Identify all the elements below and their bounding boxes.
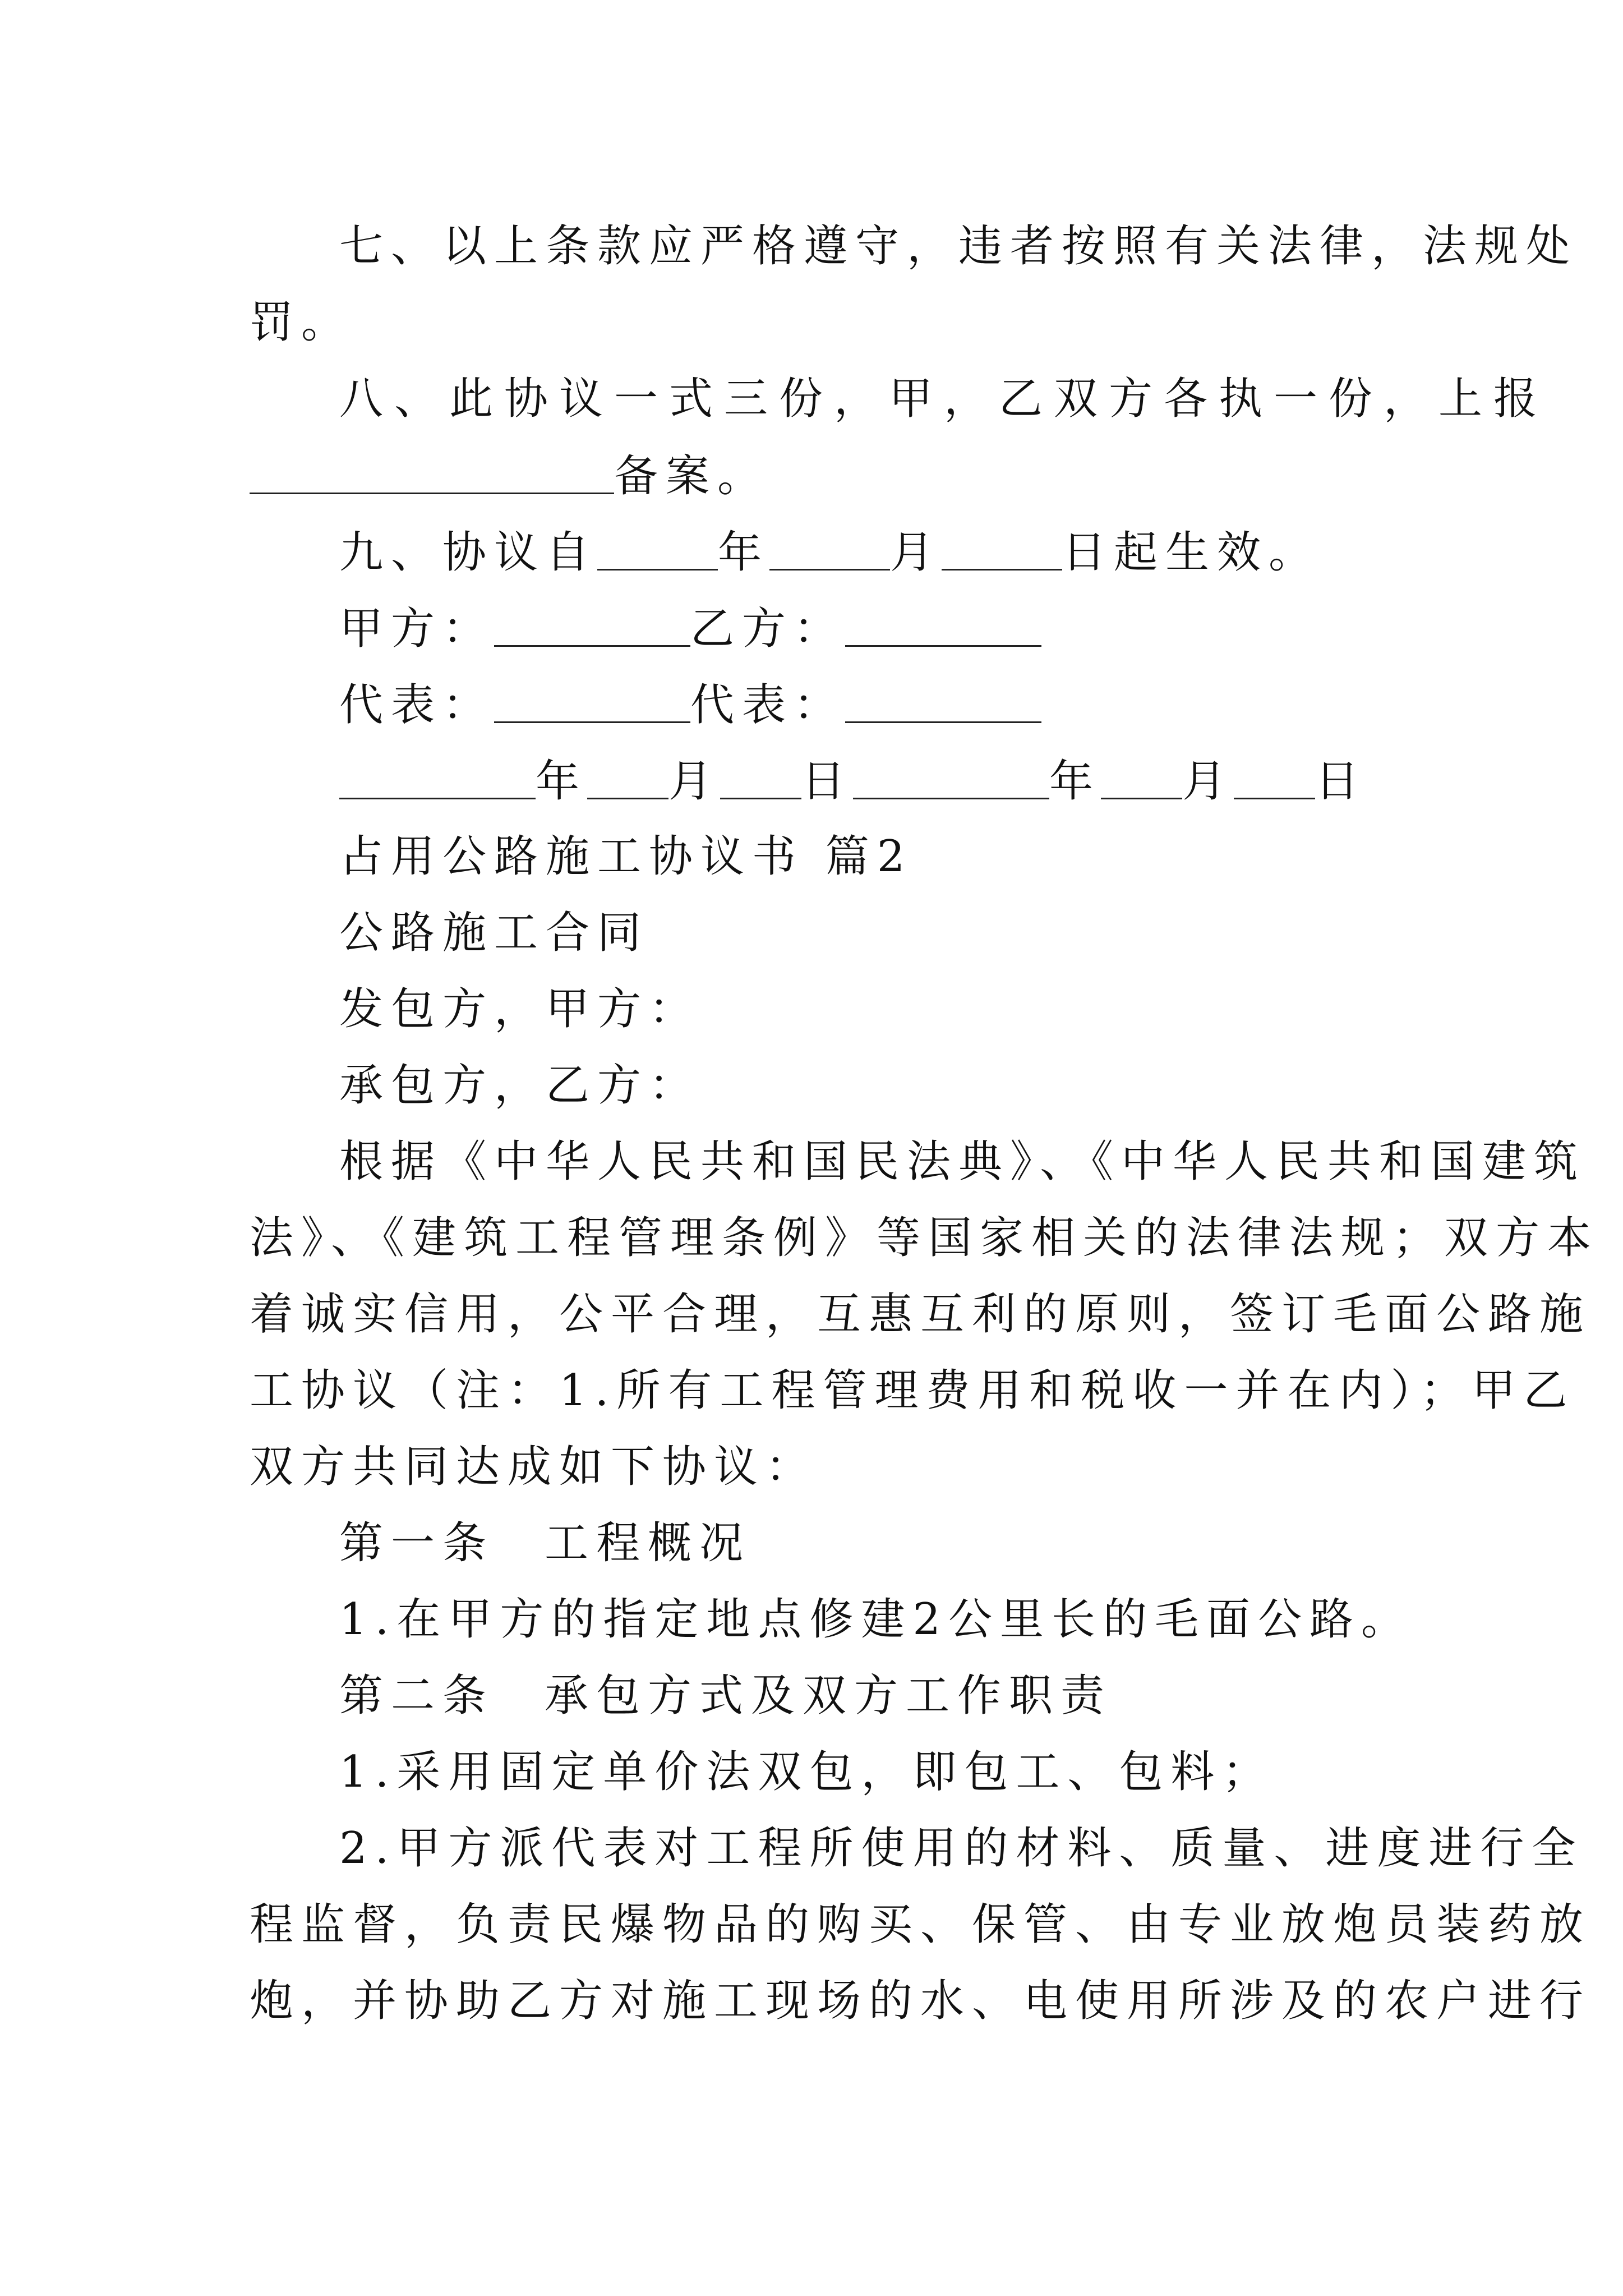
article-2-item-2-line-1: 2.甲方派代表对工程所使用的材料、质量、进度进行全: [339, 1823, 1584, 1874]
rep-b-label: 代表：: [690, 680, 846, 730]
article-2-item-2-line-2: 程监督，负责民爆物品的购买、保管、由专业放炮员装药放: [250, 1899, 1592, 1950]
clause-7-line-2: 罚。: [250, 297, 353, 348]
effective-suffix: 日起生效。: [1062, 527, 1321, 578]
month-label: 月: [890, 527, 942, 578]
article-2-name: 承包方式及双方工作职责: [545, 1671, 1113, 1721]
sign-month-b-label: 月: [1182, 756, 1234, 807]
sign-month-a-blank[interactable]: [587, 758, 668, 799]
party-a-label: 甲方：: [339, 604, 495, 654]
preamble-line-1: 根据《中华人民共和国民法典》、《中华人民共和国建筑: [339, 1137, 1586, 1187]
sign-year-b-label: 年: [1049, 756, 1101, 807]
rep-a-blank[interactable]: [494, 682, 690, 723]
sign-month-a-label: 月: [668, 756, 721, 807]
article-1-heading: [339, 1518, 1472, 1568]
representatives-line: [339, 680, 1472, 730]
sign-day-a-label: 日: [801, 756, 854, 807]
article-1-name: 工程概况: [545, 1518, 751, 1568]
contractor-line: 承包方，乙方：: [339, 1060, 701, 1111]
effective-date-label: 九、协议自: [339, 527, 598, 578]
party-a-blank[interactable]: [494, 606, 690, 647]
signing-dates-line: [339, 756, 1472, 807]
article-1-number: 第一条: [339, 1518, 495, 1568]
article-2-item-1: 1.采用固定单价法双包，即包工、包料；: [339, 1747, 1274, 1797]
sign-year-a-label: 年: [536, 756, 588, 807]
clause-9-line: [339, 527, 1472, 578]
effective-year-blank[interactable]: [597, 530, 718, 570]
clause-8-line-2: [250, 451, 1382, 501]
sign-year-a-blank[interactable]: [339, 758, 536, 799]
rep-b-blank[interactable]: [845, 682, 1041, 723]
sign-month-b-blank[interactable]: [1101, 758, 1182, 799]
year-label: 年: [718, 527, 770, 578]
preamble-line-4: 工协议（注：1.所有工程管理费用和税收一并在内）；甲乙: [250, 1365, 1575, 1416]
sign-year-b-blank[interactable]: [853, 758, 1049, 799]
filing-text: 备案。: [614, 451, 769, 501]
section-title: 占用公路施工协议书 篇2: [339, 831, 913, 882]
sign-day-b-label: 日: [1315, 756, 1367, 807]
effective-day-blank[interactable]: [942, 530, 1062, 570]
preamble-line-3: 着诚实信用，公平合理，互惠互利的原则，签订毛面公路施: [250, 1289, 1592, 1340]
clause-8-line-1: 八、此协议一式三份，甲，乙双方各执一份，上报: [339, 374, 1549, 424]
contract-title: 公路施工合同: [339, 908, 649, 958]
preamble-line-2: 法》、《建筑工程管理条例》等国家相关的法律法规；双方本: [250, 1213, 1599, 1263]
sign-day-b-blank[interactable]: [1234, 758, 1315, 799]
parties-line: [339, 604, 1472, 654]
effective-month-blank[interactable]: [769, 530, 890, 570]
article-1-item-1: 1.在甲方的指定地点修建2公里长的毛面公路。: [339, 1594, 1413, 1645]
preamble-line-5: 双方共同达成如下协议：: [250, 1442, 818, 1492]
article-2-number: 第二条: [339, 1671, 495, 1721]
party-b-blank[interactable]: [845, 606, 1041, 647]
rep-a-label: 代表：: [339, 680, 495, 730]
clause-7-line-1: 七、以上条款应严格遵守，违者按照有关法律，法规处: [339, 221, 1578, 272]
party-b-label: 乙方：: [690, 604, 846, 654]
employer-line: 发包方，甲方：: [339, 984, 701, 1034]
article-2-item-2-line-3: 炮，并协助乙方对施工现场的水、电使用所涉及的农户进行: [250, 1976, 1592, 2026]
sign-day-a-blank[interactable]: [720, 758, 801, 799]
article-2-heading: [339, 1671, 1472, 1721]
report-target-blank[interactable]: [250, 453, 614, 494]
